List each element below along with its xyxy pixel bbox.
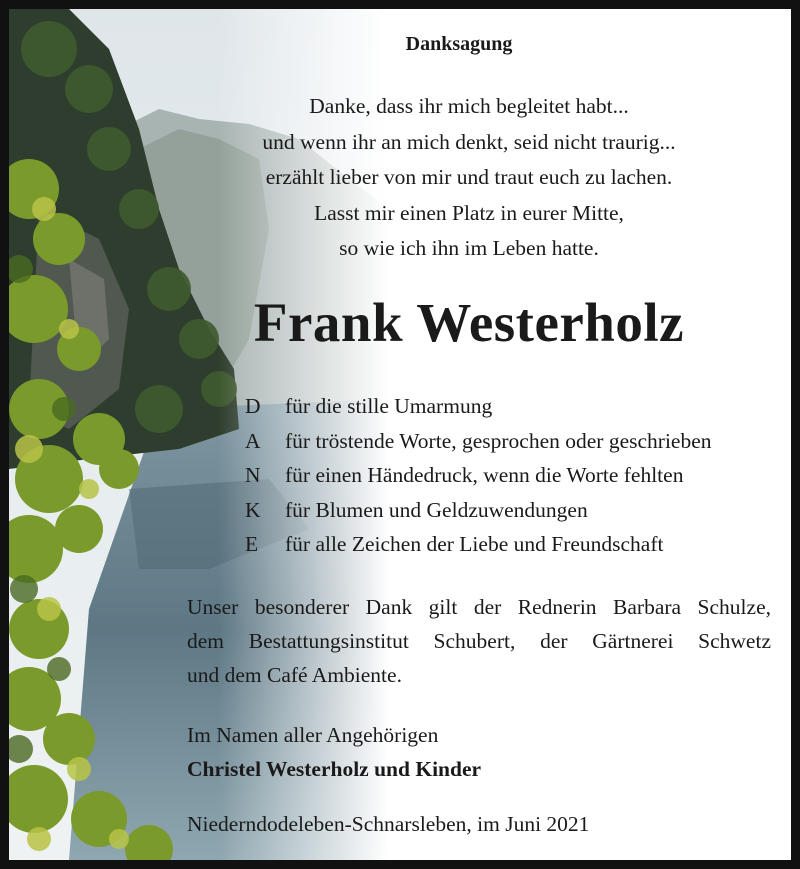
danke-text: für alle Zeichen der Liebe und Freundschaft	[285, 532, 664, 556]
danke-letter: N	[245, 463, 261, 487]
poem-line: und wenn ihr an mich denkt, seid nicht traurig...	[262, 129, 676, 154]
signature-intro: Im Namen aller Angehörigen	[187, 723, 439, 747]
danke-letter: E	[245, 532, 259, 556]
danke-row	[245, 493, 712, 528]
poem	[209, 89, 729, 267]
notice-content	[9, 9, 791, 860]
danke-text: für die stille Umarmung	[285, 394, 493, 418]
notice-heading: Danksagung	[405, 33, 513, 55]
special-thanks	[187, 590, 771, 692]
special-thanks-line: dem Bestattungsinstitut Schubert, der Gärtnerei Schwetz	[187, 629, 771, 653]
danke-row	[245, 389, 712, 424]
danke-row	[245, 527, 712, 562]
signature	[187, 718, 481, 786]
poem-line: so wie ich ihn im Leben hatte.	[339, 236, 599, 260]
danke-text: für tröstende Worte, gesprochen oder geschrieben	[285, 428, 712, 453]
poem-line: Danke, dass ihr mich begleitet habt...	[309, 94, 629, 118]
special-thanks-line: Unser besonderer Dank gilt der Rednerin Barbara Schulze,	[187, 595, 771, 619]
danke-acrostic	[245, 389, 712, 562]
place-date: Niederndodeleben-Schnarsleben, im Juni 2021	[187, 812, 590, 836]
danke-letter: K	[245, 497, 261, 522]
special-thanks-line: und dem Café Ambiente.	[187, 663, 402, 687]
poem-line: erzählt lieber von mir und traut euch zu lachen.	[265, 165, 673, 189]
deceased-name: Frank Westerholz	[253, 292, 685, 353]
danke-text: für Blumen und Geldzuwendungen	[285, 497, 588, 522]
signature-names: Christel Westerholz und Kinder	[187, 757, 482, 781]
danke-letter: A	[245, 428, 261, 453]
danke-text: für einen Händedruck, wenn die Worte fehlten	[285, 463, 684, 487]
danke-row	[245, 458, 712, 493]
poem-line: Lasst mir einen Platz in eurer Mitte,	[314, 200, 624, 225]
danke-row	[245, 424, 712, 459]
danke-letter: D	[245, 394, 261, 418]
